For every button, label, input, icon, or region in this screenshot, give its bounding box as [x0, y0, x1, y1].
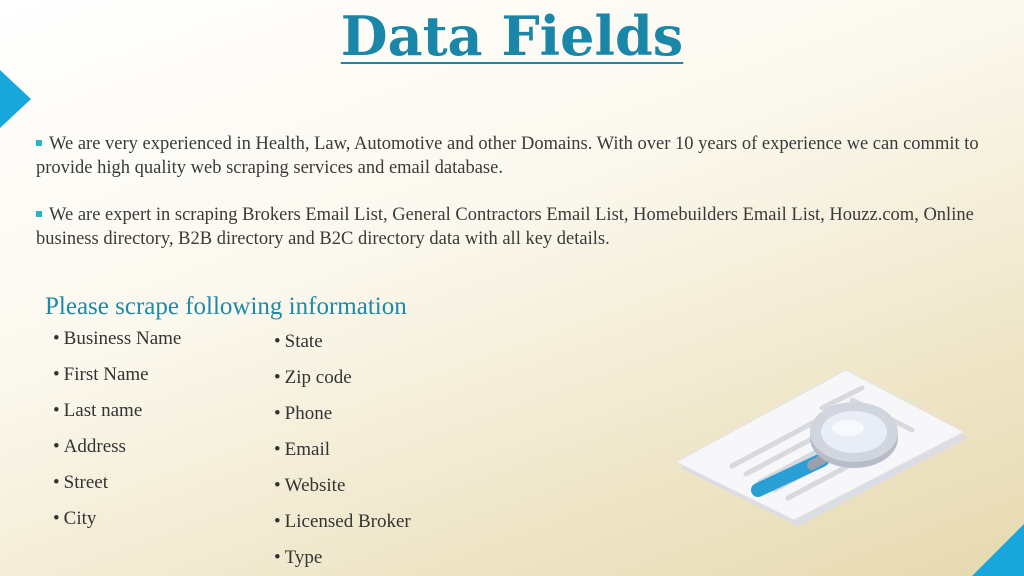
fields-list-left: [53, 328, 181, 544]
field-item: • City: [53, 508, 181, 544]
slide-title: Data Fields: [340, 4, 684, 68]
field-item: • First Name: [53, 364, 181, 400]
field-item: • Website: [274, 475, 411, 511]
paragraph-expertise: [36, 203, 1011, 251]
paragraph-experience-text: We are very experienced in Health, Law, Automotive and other Domains. With over 10 years of experience we can commit to provide high quality web scraping services and email database.: [36, 134, 979, 178]
field-item: • Last name: [53, 400, 181, 436]
fields-subheading: Please scrape following information: [45, 293, 407, 320]
paragraph-expertise-text: We are expert in scraping Brokers Email List, General Contractors Email List, Homebuilders Email List, Houzz.com, Online business directory, B2B directory and B2C directory data with all key details.: [36, 205, 974, 249]
field-item: • Type: [274, 547, 411, 576]
field-item: • Email: [274, 439, 411, 475]
paragraph-experience: [36, 132, 1011, 180]
field-item: • Zip code: [274, 367, 411, 403]
corner-accent-top-left-icon: [0, 70, 32, 128]
field-item: • Licensed Broker: [274, 511, 411, 547]
field-item: • Business Name: [53, 328, 181, 364]
square-bullet-icon: [36, 211, 42, 217]
field-item: • Street: [53, 472, 181, 508]
fields-list-right: [274, 331, 411, 576]
field-item: • Phone: [274, 403, 411, 439]
field-item: • Address: [53, 436, 181, 472]
square-bullet-icon: [36, 140, 42, 146]
magnifier-over-document-icon: [672, 368, 972, 528]
field-item: • State: [274, 331, 411, 367]
corner-accent-bottom-right-icon: [972, 524, 1024, 576]
